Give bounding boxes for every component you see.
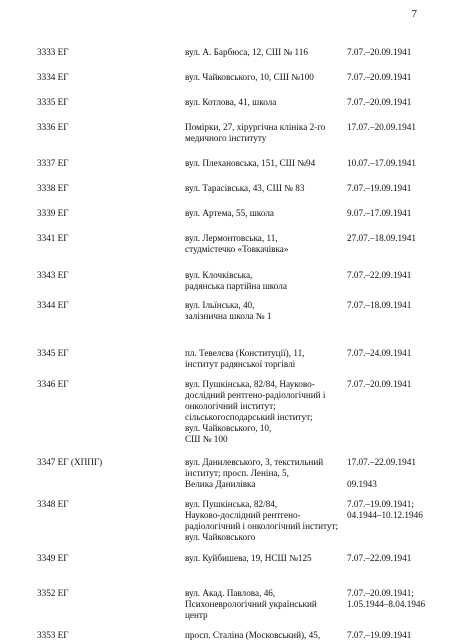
date-line: 7.07.–20.09.1941 <box>347 47 412 57</box>
address-line: просп. Сталіна (Московський), 45, <box>185 630 321 640</box>
address-line: Психоневрологічний український <box>185 599 317 609</box>
date-line: 7.07.–20.09.1941 <box>347 97 412 107</box>
hospital-list <box>37 47 437 641</box>
date-line: 10.07.–17.09.1941 <box>347 158 416 168</box>
hospital-address <box>185 499 347 543</box>
hospital-address <box>185 158 347 169</box>
date-line: 1.05.1944–8.04.1946 <box>347 599 426 609</box>
hospital-code: 3346 ЕГ <box>37 379 69 389</box>
address-line: вул. Чайковського <box>185 532 256 542</box>
list-item <box>37 122 437 144</box>
hospital-dates <box>347 348 437 359</box>
hospital-code: 3352 ЕГ <box>37 588 69 598</box>
date-line: 7.07.–20.09.1941 <box>347 379 412 389</box>
date-line: 7.07.–20.09.1941; <box>347 588 414 598</box>
address-line: вул. Котлова, 41, школа <box>185 97 277 107</box>
address-line: Велика Данилівка <box>185 479 256 489</box>
hospital-address <box>185 233 347 255</box>
hospital-dates <box>347 379 437 390</box>
list-item <box>37 457 437 490</box>
list-item <box>37 47 437 58</box>
date-line: 04.1944–10.12.1946 <box>347 510 423 520</box>
address-line: вул. Чайковського, 10, <box>185 423 272 433</box>
address-line: центр <box>185 610 208 620</box>
list-item <box>37 300 437 322</box>
list-item <box>37 499 437 543</box>
date-gap <box>347 468 437 479</box>
date-line: 7.07.–18.09.1941 <box>347 300 412 310</box>
address-line: вул. Лермонтовська, 11, <box>185 233 278 243</box>
hospital-address <box>185 270 347 292</box>
address-line: студмістечко «Товкачівка» <box>185 244 289 254</box>
hospital-address <box>185 588 347 621</box>
hospital-code: 3344 ЕГ <box>37 300 69 310</box>
address-line: СШ № 100 <box>185 434 228 444</box>
hospital-code: 3343 ЕГ <box>37 270 69 280</box>
hospital-code: 3345 ЕГ <box>37 348 69 358</box>
address-line: онкологічний інститут; <box>185 401 276 411</box>
hospital-dates <box>347 183 437 194</box>
list-item <box>37 348 437 370</box>
address-line: сільськогосподарський інститут; <box>185 412 313 422</box>
date-line: 17.07.–20.09.1941 <box>347 122 416 132</box>
hospital-dates <box>347 553 437 564</box>
address-line: залізнична школа № 1 <box>185 311 272 321</box>
hospital-code: 3353 ЕГ <box>37 630 69 640</box>
address-line: вул. Клочківська, <box>185 270 253 280</box>
hospital-dates <box>347 588 437 610</box>
list-item <box>37 72 437 83</box>
hospital-address <box>185 379 347 445</box>
date-line: 7.07.–19.09.1941 <box>347 183 412 193</box>
address-line: вул. Акад. Павлова, 46, <box>185 588 276 598</box>
list-item <box>37 233 437 255</box>
date-line: 9.07.–17.09.1941 <box>347 208 412 218</box>
hospital-code: 3341 ЕГ <box>37 233 69 243</box>
hospital-address <box>185 457 347 490</box>
page-number: 7 <box>411 8 417 20</box>
hospital-dates <box>347 457 437 490</box>
address-line: радянська партійна школа <box>185 281 287 291</box>
hospital-code: 3347 ЕГ (ХППГ) <box>37 457 103 467</box>
hospital-dates <box>347 499 437 521</box>
hospital-dates <box>347 72 437 83</box>
address-line: дослідний рентгено-радіологічний і <box>185 390 326 400</box>
hospital-address <box>185 72 347 83</box>
hospital-address <box>185 208 347 219</box>
list-item <box>37 630 437 641</box>
hospital-dates <box>347 233 437 244</box>
address-line: Помірки, 27, хірургічна клініка 2-го <box>185 122 326 132</box>
hospital-code: 3334 ЕГ <box>37 72 69 82</box>
list-item <box>37 553 437 564</box>
list-item <box>37 270 437 292</box>
address-line: медичного інституту <box>185 133 267 143</box>
date-line: 7.07.–19.09.1941; <box>347 499 414 509</box>
hospital-code: 3349 ЕГ <box>37 553 69 563</box>
list-item <box>37 97 437 108</box>
address-line: вул. Чайковського, 10, СШ №100 <box>185 72 314 82</box>
hospital-address <box>185 47 347 58</box>
hospital-dates <box>347 270 437 281</box>
address-line: вул. Данилевського, 3, текстильний <box>185 457 324 467</box>
hospital-code: 3335 ЕГ <box>37 97 69 107</box>
list-item <box>37 379 437 445</box>
hospital-address <box>185 630 347 641</box>
address-line: вул. Плехановська, 151, СШ №94 <box>185 158 316 168</box>
address-line: вул. Тарасівська, 43, СШ № 83 <box>185 183 305 193</box>
address-line: вул. Куйбишева, 19, НСШ №125 <box>185 553 312 563</box>
date-line: 27.07.–18.09.1941 <box>347 233 416 243</box>
hospital-dates <box>347 208 437 219</box>
date-line: 7.07.–20.09.1941 <box>347 72 412 82</box>
hospital-dates <box>347 158 437 169</box>
address-line: вул. Пушкінська, 82/84, Науково- <box>185 379 315 389</box>
hospital-dates <box>347 300 437 311</box>
date-line: 09.1943 <box>347 479 377 489</box>
hospital-dates <box>347 630 437 641</box>
address-line: вул. А. Барбюса, 12, СШ № 116 <box>185 47 308 57</box>
hospital-address <box>185 300 347 322</box>
hospital-address <box>185 183 347 194</box>
list-item <box>37 588 437 621</box>
date-line: 7.07.–24.09.1941 <box>347 348 412 358</box>
address-line: радіологічний і онкологічний інститут; <box>185 521 339 531</box>
hospital-address <box>185 122 347 144</box>
date-line: 7.07.–19.09.1941 <box>347 630 412 640</box>
list-item <box>37 208 437 219</box>
date-line: 17.07.–22.09.1941 <box>347 457 416 467</box>
list-item <box>37 158 437 169</box>
address-line: інститут; просп. Леніна, 5, <box>185 468 289 478</box>
address-line: вул. Пушкінська, 82/84, <box>185 499 278 509</box>
hospital-address <box>185 553 347 564</box>
hospital-code: 3333 ЕГ <box>37 47 69 57</box>
hospital-code: 3348 ЕГ <box>37 499 69 509</box>
hospital-address <box>185 97 347 108</box>
hospital-code: 3339 ЕГ <box>37 208 69 218</box>
hospital-address <box>185 348 347 370</box>
hospital-code: 3338 ЕГ <box>37 183 69 193</box>
hospital-dates <box>347 47 437 58</box>
hospital-dates <box>347 122 437 133</box>
date-line: 7.07.–22.09.1941 <box>347 553 412 563</box>
hospital-code: 3336 ЕГ <box>37 122 69 132</box>
date-line: 7.07.–22.09.1941 <box>347 270 412 280</box>
list-item <box>37 183 437 194</box>
address-line: інститут радянської торгівлі <box>185 359 296 369</box>
hospital-dates <box>347 97 437 108</box>
hospital-code: 3337 ЕГ <box>37 158 69 168</box>
address-line: пл. Тевелєва (Конституції), 11, <box>185 348 305 358</box>
address-line: Науково-дослідний рентгено- <box>185 510 301 520</box>
address-line: вул. Ільїнська, 40, <box>185 300 255 310</box>
address-line: вул. Артема, 55, школа <box>185 208 275 218</box>
